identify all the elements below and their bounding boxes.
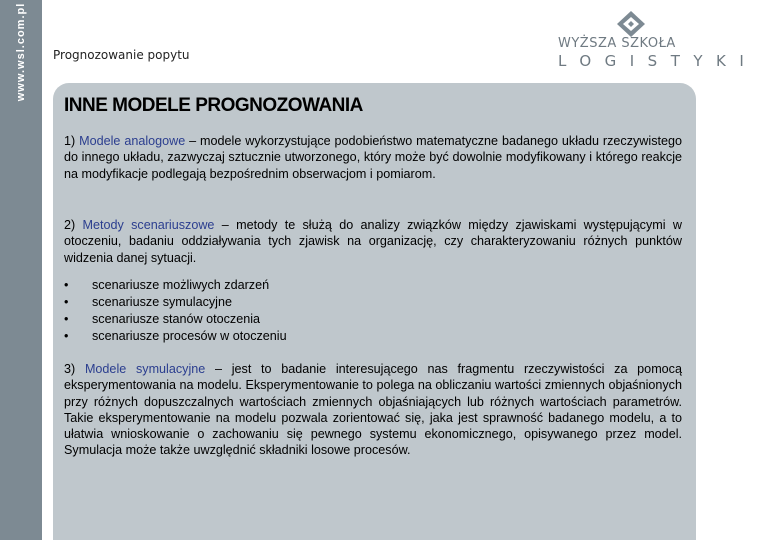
list-item: • scenariusze stanów otoczenia [64,311,287,328]
logo-line2: LOGISTYKI [558,52,757,70]
header-title: Prognozowanie popytu [53,48,190,62]
paragraph-simulation-models [64,361,682,459]
paragraph-scenario-methods [64,217,682,266]
paragraph-analog-models [64,133,682,182]
term-scenario-methods: Metody scenariuszowe [82,218,215,232]
website-url: www.wsl.com.pl [15,2,27,102]
p1-text: – modele wykorzystujące podobieństwo matematyczne badanego układu rzeczywistego do innego układu, zazwyczaj sztucznie utworzonego, który może być dowolnie modyfikowany i którego reakcje na modyfikacje podlegają bezpośrednim obserwacjom i pomiarom. [64,134,682,181]
school-logo [556,10,757,70]
scenario-bullet-list [64,277,287,345]
list-item: • scenariusze symulacyjne [64,294,287,311]
slide-title: INNE MODELE PROGNOZOWANIA [64,95,363,116]
p3-prefix: 3) [64,362,85,376]
p2-prefix: 2) [64,218,83,232]
logo-line1: WYŻSZA SZKOŁA [558,36,676,51]
p2-text: – metody te służą do analizy związków między zjawiskami występującymi w otoczeniu, badaniu oddziaływania tych zjawisk na organizację, czy charakteryzowaniu różnych punktów widzenia danej sytuacji. [64,218,682,265]
list-item: • scenariusze procesów w otoczeniu [64,328,287,345]
term-analog-models: Modele analogowe [79,134,186,148]
p3-text: – jest to badanie interesującego nas fragmentu rzeczywistości za pomocą eksperymentowania na modelu. Eksperymentowanie to polega na obliczaniu wartości zmiennych objaśnionych przy różnych dopuszczalnych wartościach zmiennych objaśniających lub różnych wartościach parametrów. Takie eksperymentowanie na modelu pozwala zorientować się, jaka jest sprawność badanego modelu, a to ułatwia wnioskowanie o zachowaniu się pewnego systemu ekonomicznego, opisywanego przez model. Symulacja może także uwzględnić składniki losowe procesów. [64,362,682,458]
list-item: • scenariusze możliwych zdarzeń [64,277,287,294]
side-bar [0,0,42,540]
logo-mark-icon [610,10,652,38]
p1-prefix: 1) [64,134,80,148]
term-simulation-models: Modele symulacyjne [84,362,206,376]
